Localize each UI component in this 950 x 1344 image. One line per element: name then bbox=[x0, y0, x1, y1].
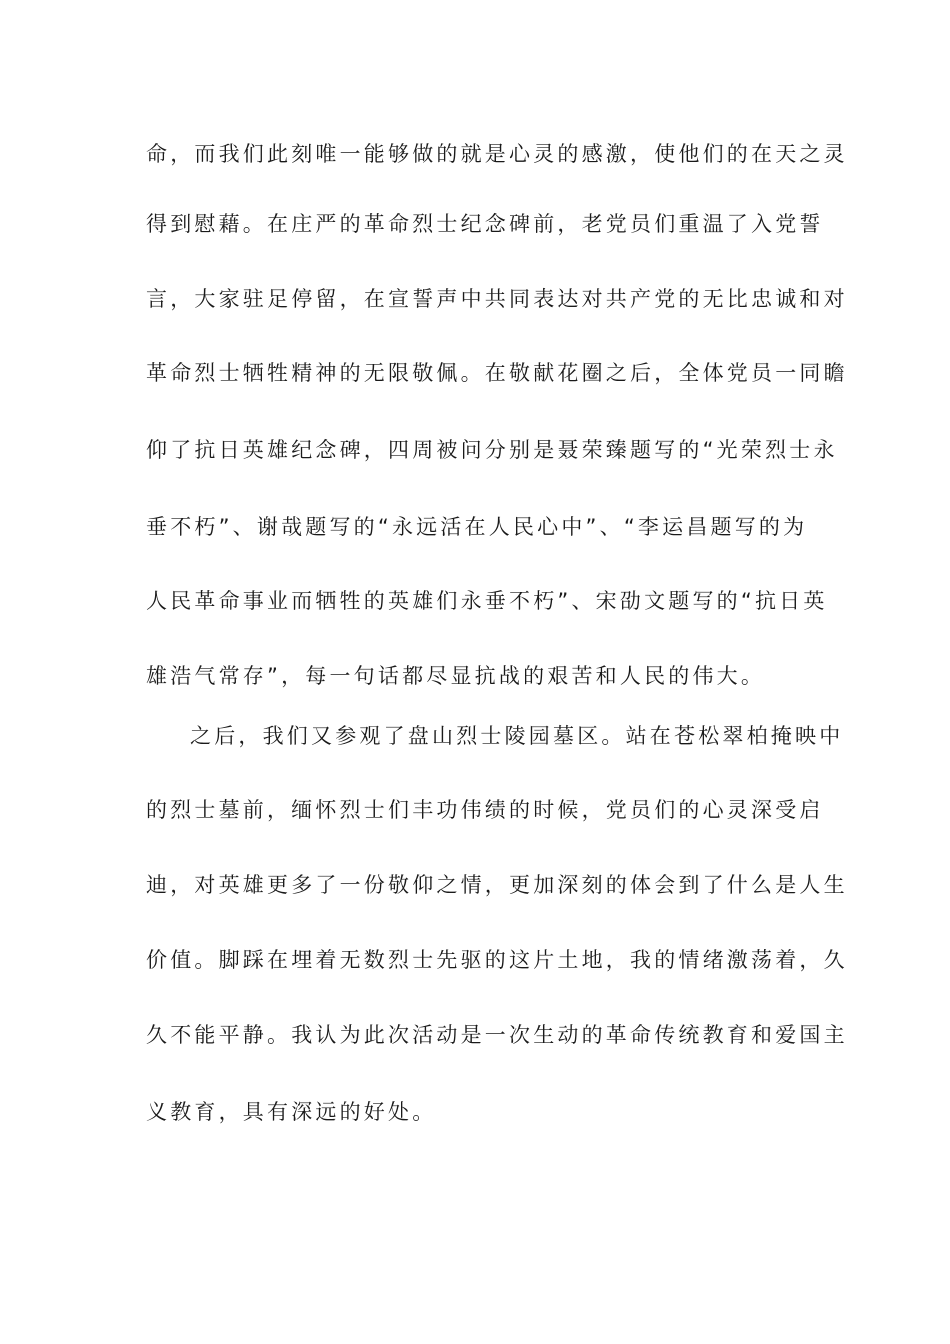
paragraph-start-line: 之后，我们又参观了盘山烈士陵园墓区。站在苍松翠柏掩映中 bbox=[190, 724, 844, 748]
text-line-4: 革命烈士牺牲精神的无限敬佩。在敬献花圈之后，全体党员一同瞻 bbox=[146, 361, 848, 385]
text-line-7: 人民革命事业而牺牲的英雄们永垂不朽”、宋劭文题写的“抗日英 bbox=[146, 589, 828, 613]
text-line-3: 言，大家驻足停留，在宣誓声中共同表达对共产党的无比忠诚和对 bbox=[146, 287, 848, 311]
text-line-2: 得到慰藉。在庄严的革命烈士纪念碑前，老党员们重温了入党誓 bbox=[146, 212, 824, 236]
text-line-8: 雄浩气常存”，每一句话都尽显抗战的艰苦和人民的伟大。 bbox=[146, 664, 766, 688]
text-line-1: 命，而我们此刻唯一能够做的就是心灵的感激，使他们的在天之灵 bbox=[146, 142, 848, 166]
text-line-6: 垂不朽”、谢哉题写的“永远活在人民心中”、“李运昌题写的为 bbox=[146, 515, 808, 539]
text-line-13: 久不能平静。我认为此次活动是一次生动的革命传统教育和爱国主 bbox=[146, 1023, 848, 1047]
text-line-5: 仰了抗日英雄纪念碑，四周被问分别是聂荣臻题写的“光荣烈士永 bbox=[146, 438, 838, 462]
text-line-11: 迪，对英雄更多了一份敬仰之情，更加深刻的体会到了什么是人生 bbox=[146, 873, 848, 897]
text-line-10: 的烈士墓前，缅怀烈士们丰功伟绩的时候，党员们的心灵深受启 bbox=[146, 798, 824, 822]
text-line-14: 义教育，具有深远的好处。 bbox=[146, 1100, 437, 1124]
text-line-12: 价值。脚踩在埋着无数烈士先驱的这片土地，我的情绪激荡着，久 bbox=[146, 948, 848, 972]
